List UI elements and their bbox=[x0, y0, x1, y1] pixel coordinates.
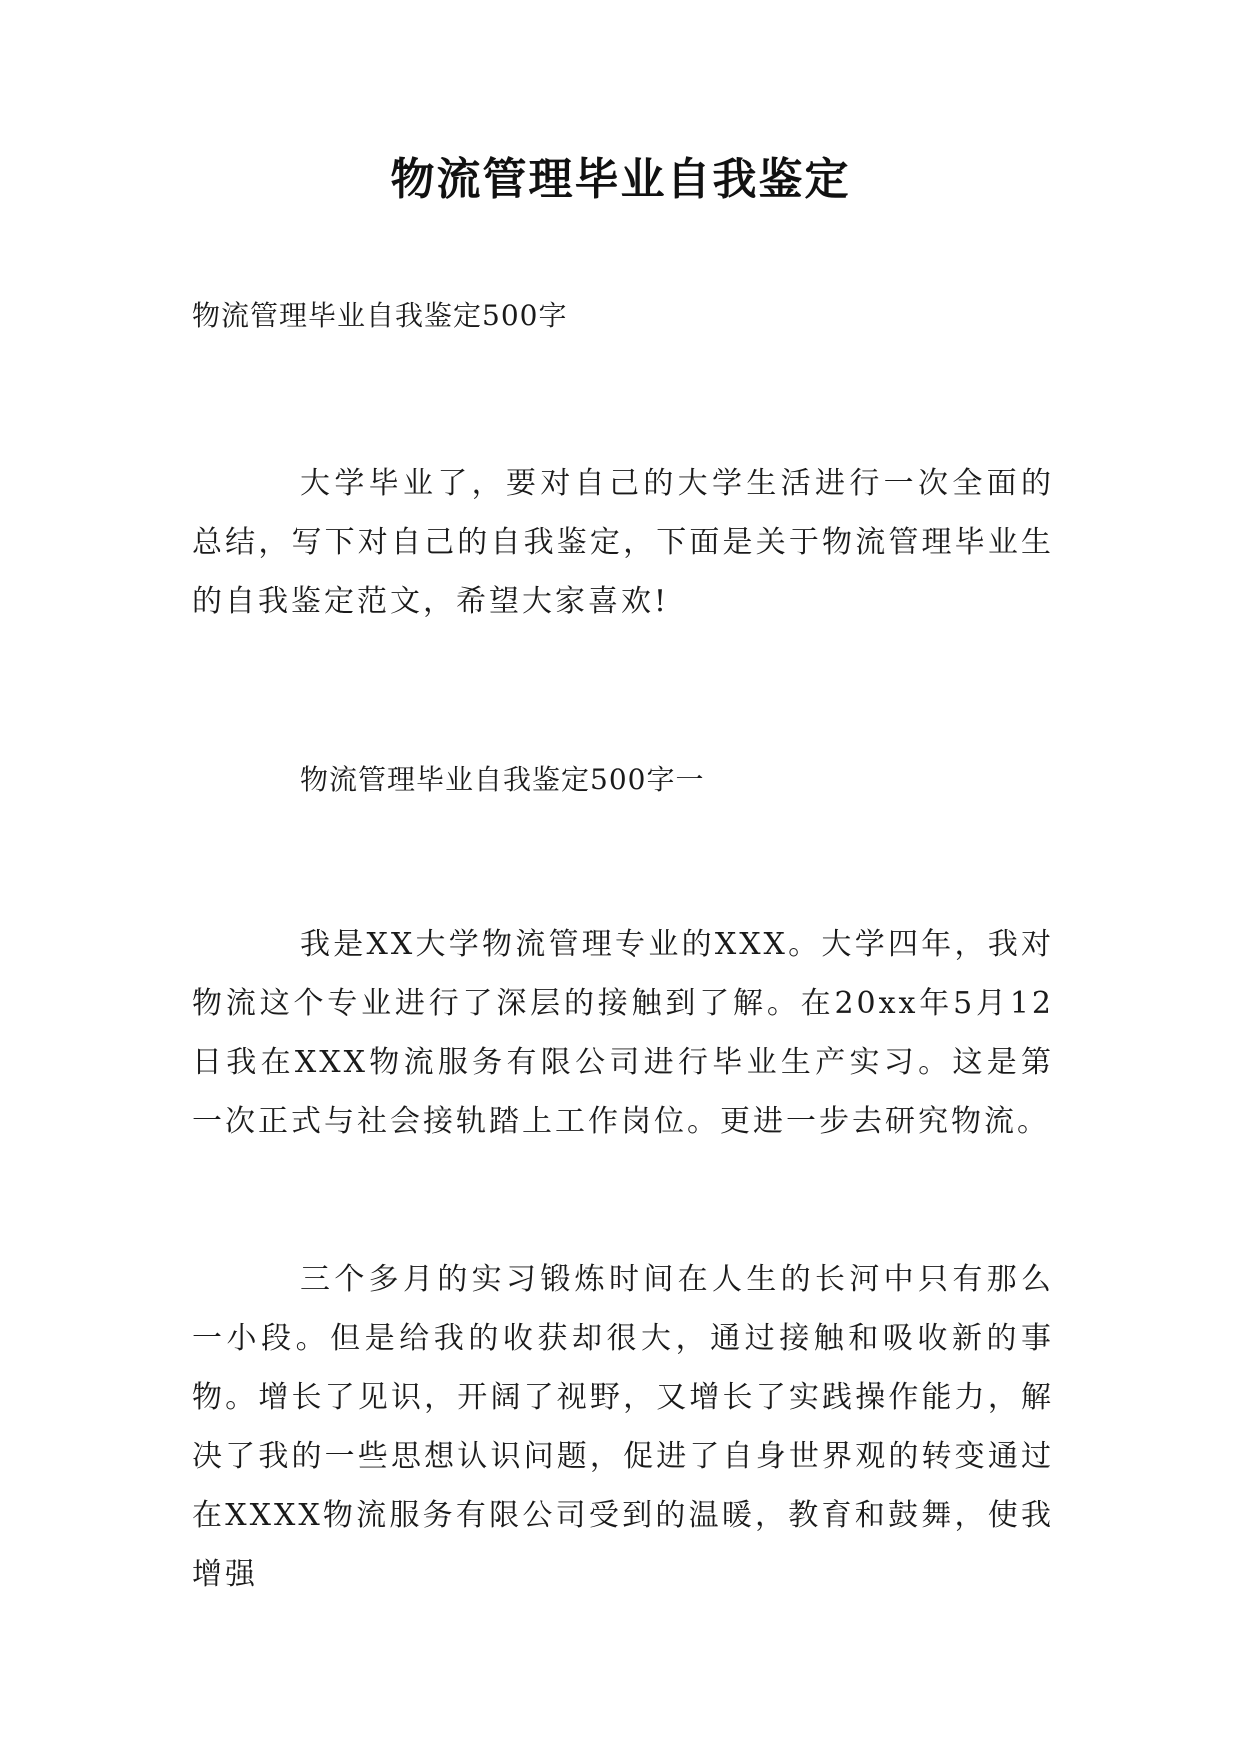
document-subtitle: 物流管理毕业自我鉴定500字 bbox=[192, 299, 568, 332]
section-heading: 物流管理毕业自我鉴定500字一 bbox=[300, 763, 705, 796]
document-title: 物流管理毕业自我鉴定 bbox=[390, 154, 851, 205]
intro-paragraph: 大学毕业了，要对自己的大学生活进行一次全面的总结，写下对自己的自我鉴定，下面是关于物流管理毕业生的自我鉴定范文，希望大家喜欢! bbox=[192, 466, 1054, 619]
body-paragraph-2: 三个多月的实习锻炼时间在人生的长河中只有那么一小段。但是给我的收获却很大，通过接触和吸收新的事物。增长了见识，开阔了视野，又增长了实践操作能力，解决了我的一些思想认识问题，促进了自身世界观的转变通过在XXXX物流服务有限公司受到的温暖，教育和鼓舞，使我增强 bbox=[192, 1262, 1054, 1592]
body-paragraph-1: 我是XX大学物流管理专业的XXX。大学四年，我对物流这个专业进行了深层的接触到了解。在20xx年5月12日我在XXX物流服务有限公司进行毕业生产实习。这是第一次正式与社会接轨踏上工作岗位。更进一步去研究物流。 bbox=[192, 927, 1054, 1139]
